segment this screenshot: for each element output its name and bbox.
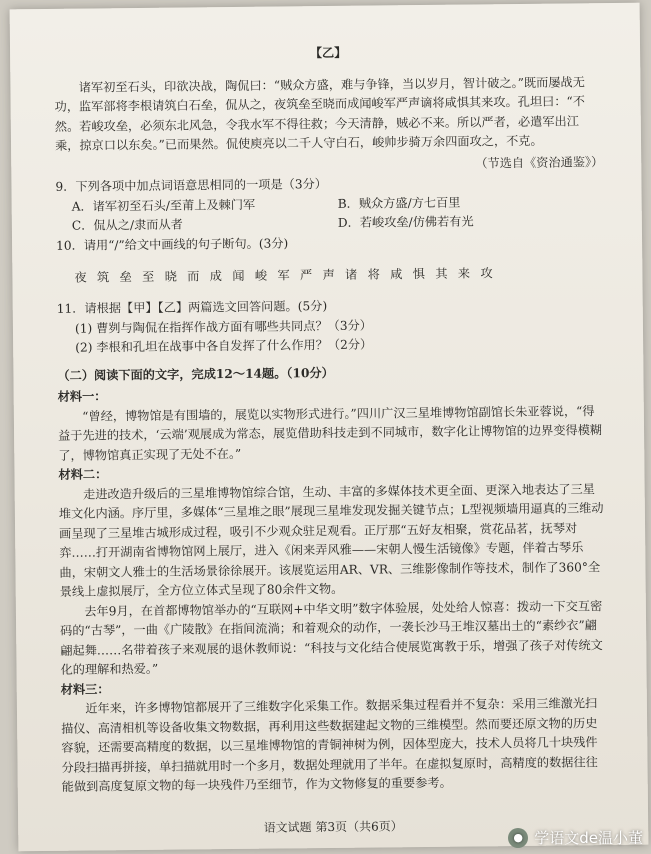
material-1-label: 材料一： [57, 389, 107, 405]
q9-option-c: C．侃从之/隶而从者 [71, 217, 183, 234]
watermark-text: 学语文de温小董 [534, 829, 643, 847]
q9-option-a: A．诸军初至石头/至莆上及棘门军 [71, 197, 256, 214]
passage-b-text: 诸军初至石头，印欲决战，陶侃曰：“贼众方盛，难与争锋，当以岁月，智计破之。”既而屡战无功，监军部将李根请筑白石垒，侃从之，夜筑垒至晓而成闻峻军严声谪将咸惧其来攻。孔坦曰：“不然。若峻攻垒，必须东北风急，令我水军不得往救；今天清静，贼必不来。所以严者，必遣军出江乘，掠京口以东矣。”已而果然。侃使庾亮以二千人守白石，峻帅步骑万余四面攻之，不克。 [54, 75, 585, 154]
watermark [508, 827, 643, 848]
question-10: 10．请用“/”给文中画线的句子断句。(3分) [56, 236, 289, 253]
passage-source: （节选自《资治通鉴》） [475, 154, 604, 171]
material-3-label: 材料三： [60, 682, 110, 697]
material-2-paragraph-2: 去年9月，在首都博物馆举办的“互联网+中华文明”数字体验展，处处给人惊喜：拨动一下交互密码的“古琴”，一曲《广陵散》在指间流淌；和着观众的动作，一袭长沙马王堆汉墓出土的“素纱衣”翩翩起舞……名带着孩子来观展的退休教师说：“科技与文化结合使展览寓教于乐，增强了孩子对传统文化的理解和热爱。” [60, 598, 603, 678]
page-content [54, 29, 610, 797]
question-11-part2: (2) 李根和孔坦在战事中各自发挥了什么作用？（2分） [75, 337, 373, 355]
q9-option-d: D．若峻攻垒/仿佛若有光 [337, 214, 474, 231]
question-10-sentence: 夜筑垒至晓而成闻峻军严声诸将咸惧其来攻 [74, 265, 504, 285]
material-2-paragraph-1: 走进改造升级后的三星堆博物馆综合馆，生动、丰富的多媒体技术更全面、更深入地表达了三星堆文化内涵。序厅里，多媒体“三星堆之眼”展现三星堆发现发掘关键节点；L型视频墙用逼真的三维动画呈现了三星堆古城形成过程，吸引不少观众驻足观看。正厅那“五好友相聚，赏花品茗，抚琴对弈……打开湖南省博物馆网上展厅，进入《闲来弄风雅——宋朝人慢生活镜像》专题，伴着古琴乐曲，宋朝文人雅士的生活场景徐徐展开。该展览运用AR、VR、三维影像制作等技术，制作了360°全景线上虚拟展厅，全方位立体式呈现了80余件文物。 [58, 481, 604, 600]
material-3-text: 近年来，许多博物馆都展开了三维数字化采集工作。数据采集过程看并不复杂：采用三维激光扫描仪、高清相机等设备收集文物数据，再利用这些数据建起文物的三维模型。然而要还原文物的历史容貌，还需要高精度的数据，以三星堆博物馆的青铜神树为例，因体型庞大，技术人员将几十块残件分段扫描再拼接，单扫描就用时一个多月，数据处理就用了半年。在虚拟复原时，高精度的数据往往能做到高度复原文物的每一块残件乃至细节，作为文物修复的重要参考。 [61, 696, 598, 795]
wechat-icon: ● [508, 828, 528, 848]
q9-option-b: B．贼众方盛/方七百里 [337, 195, 461, 211]
section-2-title: （二）阅读下面的文字，完成12～14题。（10分） [57, 365, 334, 383]
question-9: 9．下列各项中加点词语意思相同的一项是（3分） [55, 177, 327, 195]
exam-page [10, 3, 649, 852]
material-1-text: “曾经，博物馆是有围墙的，展览以实物形式进行。”四川广汉三星堆博物馆副馆长朱亚蓉说，“得益于先进的技术，‘云端’观展成为常态，展览借助科技走到不同城市，数字化让博物馆的边界变得模糊了，博物馆真正实现了无处不在。” [58, 403, 603, 463]
material-2-label: 材料二： [58, 467, 108, 483]
passage-b-heading: 【乙】 [309, 45, 347, 61]
page-footer: 语文试题 第3页（共6页） [263, 819, 403, 835]
question-11-part1: (1) 曹刿与陶侃在指挥作战方面有哪些共同点？（3分） [74, 318, 373, 336]
question-11: 11．请根据【甲】【乙】两篇选文回答问题。(5分) [56, 299, 328, 317]
